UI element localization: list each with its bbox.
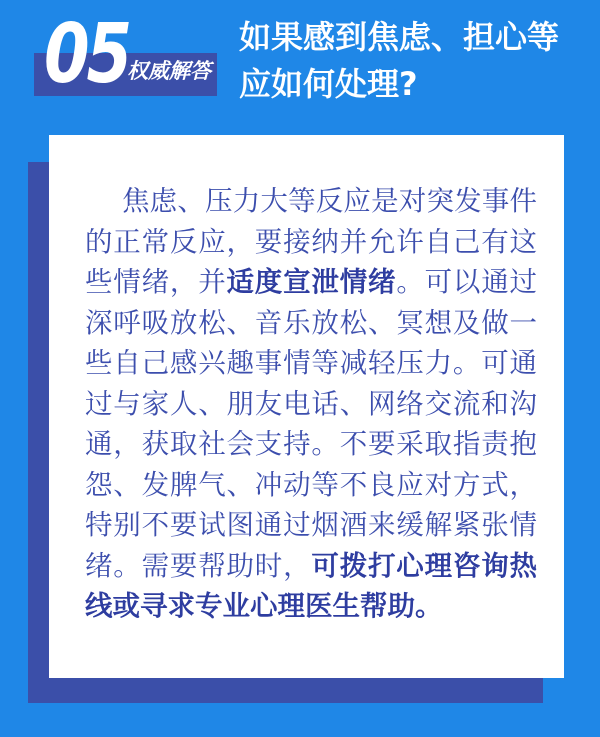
badge-label: 权威解答: [127, 59, 211, 83]
answer-text: [49, 135, 564, 627]
page-title: 如果感到焦虑、担心等应如何处理?: [239, 18, 560, 103]
answer-text-segment: 焦虑、压力大等反应是对突发事件的正常反应，要接纳并允许自己有这些情绪，并: [85, 185, 537, 298]
answer-text-segment: 。可以通过深呼吸放松、音乐放松、冥想及做一些自己感兴趣事情等减轻压力。可通过与家人、朋友电话、网络交流和沟通，获取社会支持。不要采取指责抱怨、发脾气、冲动等不良应对方式，特别不要试图通过烟酒来缓解紧张情绪。需要帮助时，: [85, 266, 538, 582]
answer-text-bold: 可拨打心理咨询热线或寻求专业心理医生帮助。: [85, 549, 538, 622]
section-number: 05: [44, 7, 129, 102]
answer-text-bold: 适度宣泄情绪: [226, 266, 397, 298]
answer-card: [49, 135, 564, 678]
